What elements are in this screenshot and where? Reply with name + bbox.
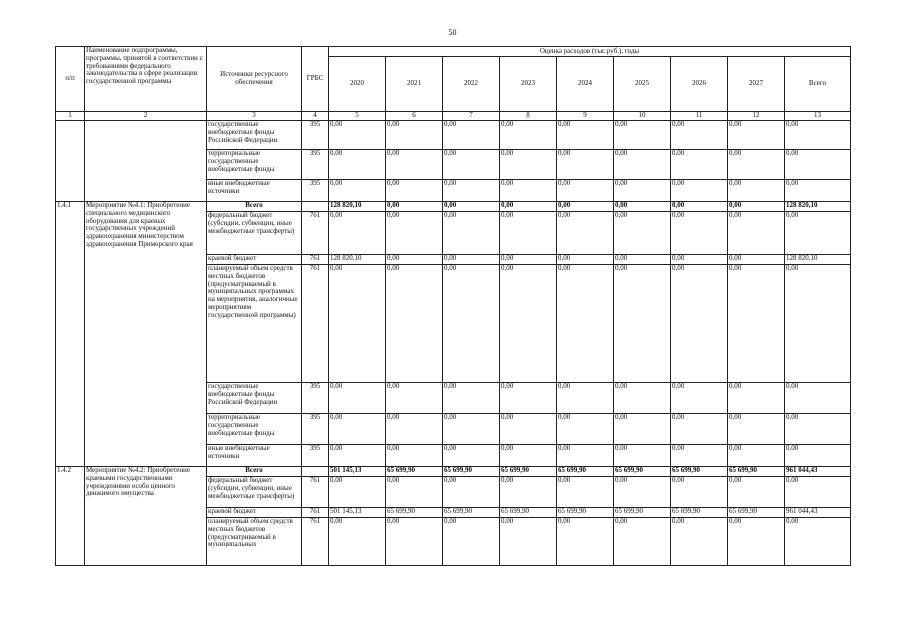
amount-cell: 0,00	[557, 121, 614, 150]
amount-cell: 0,00	[728, 383, 785, 414]
amount-cell: 0,00	[500, 180, 557, 202]
item-name: Мероприятие №4.1: Приобретение специального медицинского оборудования для краевых государственных учреждений здравоохранения министерством здравоохранения Приморского края	[85, 202, 207, 467]
amount-cell: 0,00	[785, 150, 851, 180]
amount-cell: 0,00	[671, 121, 728, 150]
amount-cell: 0,00	[614, 518, 671, 566]
amount-cell: 0,00	[443, 150, 500, 180]
amount-cell: 0,00	[785, 212, 851, 255]
amount-cell: 0,00	[785, 518, 851, 566]
amount-cell: 0,00	[386, 180, 443, 202]
column-number: 3	[207, 112, 302, 121]
amount-cell: 65 699,90	[557, 467, 614, 477]
funding-source: Всего	[207, 202, 302, 212]
grbs-code: 761	[302, 508, 329, 518]
column-number: 2	[85, 112, 207, 121]
grbs-code: 395	[302, 414, 329, 445]
table-row	[56, 121, 851, 150]
amount-cell: 0,00	[671, 255, 728, 265]
header-year: 2023	[500, 57, 557, 112]
column-number: 7	[443, 112, 500, 121]
amount-cell: 0,00	[614, 445, 671, 467]
amount-cell: 0,00	[386, 383, 443, 414]
amount-cell: 0,00	[671, 445, 728, 467]
funding-source: территориальные государственные внебюджетные фонды	[207, 414, 302, 445]
amount-cell: 0,00	[671, 383, 728, 414]
amount-cell: 0,00	[443, 180, 500, 202]
funding-source: краевой бюджет	[207, 255, 302, 265]
amount-cell: 0,00	[443, 414, 500, 445]
amount-cell: 0,00	[557, 255, 614, 265]
amount-cell: 128 820,10	[329, 202, 386, 212]
grbs-code: 395	[302, 150, 329, 180]
amount-cell: 0,00	[728, 180, 785, 202]
amount-cell: 0,00	[671, 202, 728, 212]
amount-cell: 0,00	[728, 265, 785, 383]
item-number: 1.4.1	[56, 202, 85, 467]
amount-cell: 65 699,90	[614, 508, 671, 518]
amount-cell: 0,00	[329, 477, 386, 508]
amount-cell: 0,00	[329, 150, 386, 180]
header-year: 2025	[614, 57, 671, 112]
amount-cell: 0,00	[728, 150, 785, 180]
grbs-code: 761	[302, 518, 329, 566]
amount-cell: 0,00	[614, 383, 671, 414]
amount-cell: 0,00	[671, 477, 728, 508]
column-number: 6	[386, 112, 443, 121]
column-number: 11	[671, 112, 728, 121]
amount-cell: 0,00	[671, 212, 728, 255]
amount-cell: 0,00	[500, 445, 557, 467]
amount-cell: 0,00	[386, 477, 443, 508]
amount-cell: 0,00	[671, 150, 728, 180]
grbs-code: 395	[302, 180, 329, 202]
amount-cell: 0,00	[728, 518, 785, 566]
amount-cell: 0,00	[500, 202, 557, 212]
header-year: 2027	[728, 57, 785, 112]
grbs-code: 761	[302, 477, 329, 508]
amount-cell: 0,00	[329, 383, 386, 414]
grbs-code	[302, 467, 329, 477]
amount-cell: 0,00	[443, 255, 500, 265]
amount-cell: 0,00	[500, 212, 557, 255]
amount-cell: 0,00	[614, 150, 671, 180]
item-number	[56, 121, 85, 202]
amount-cell: 961 044,43	[785, 508, 851, 518]
table-row	[56, 467, 851, 477]
funding-source: иные внебюджетные источники	[207, 180, 302, 202]
amount-cell: 65 699,90	[614, 467, 671, 477]
column-number: 8	[500, 112, 557, 121]
amount-cell: 0,00	[386, 255, 443, 265]
amount-cell: 0,00	[728, 202, 785, 212]
amount-cell: 0,00	[386, 121, 443, 150]
funding-source: федеральный бюджет (субсидии, субвенции, иные межбюджетные трансферты)	[207, 477, 302, 508]
column-number: 4	[302, 112, 329, 121]
amount-cell: 0,00	[329, 212, 386, 255]
amount-cell: 0,00	[614, 265, 671, 383]
amount-cell: 65 699,90	[443, 508, 500, 518]
amount-cell: 0,00	[785, 383, 851, 414]
funding-source: иные внебюджетные источники	[207, 445, 302, 467]
amount-cell: 0,00	[329, 265, 386, 383]
amount-cell: 0,00	[557, 477, 614, 508]
amount-cell: 0,00	[785, 445, 851, 467]
amount-cell: 65 699,90	[386, 467, 443, 477]
amount-cell: 0,00	[671, 265, 728, 383]
header-sources: Источники ресурсного обеспечения	[207, 47, 302, 112]
funding-source: федеральный бюджет (субсидии, субвенции, иные межбюджетные трансферты)	[207, 212, 302, 255]
amount-cell: 0,00	[728, 445, 785, 467]
header-year: 2022	[443, 57, 500, 112]
amount-cell: 65 699,90	[728, 467, 785, 477]
header-year: 2021	[386, 57, 443, 112]
column-number: 10	[614, 112, 671, 121]
amount-cell: 0,00	[785, 477, 851, 508]
amount-cell: 0,00	[329, 445, 386, 467]
column-number: 1	[56, 112, 85, 121]
amount-cell: 0,00	[614, 202, 671, 212]
header-estimate: Оценка расходов (тыс.руб.), годы	[329, 47, 851, 57]
amount-cell: 0,00	[329, 180, 386, 202]
amount-cell: 65 699,90	[500, 508, 557, 518]
amount-cell: 0,00	[500, 121, 557, 150]
amount-cell: 0,00	[671, 414, 728, 445]
amount-cell: 0,00	[557, 383, 614, 414]
grbs-code: 761	[302, 255, 329, 265]
amount-cell: 0,00	[443, 518, 500, 566]
funding-source: планируемый объем средств местных бюджетов (предусматриваемый в муниципальных	[207, 518, 302, 566]
funding-source: планируемый объем средств местных бюджетов (предусматриваемый в муниципальных программах на мероприятия, аналогичные мероприятиям государственной программы)	[207, 265, 302, 383]
funding-source: краевой бюджет	[207, 508, 302, 518]
column-number: 5	[329, 112, 386, 121]
amount-cell: 0,00	[386, 414, 443, 445]
page-number: 50	[448, 28, 457, 37]
item-number: 1.4.2	[56, 467, 85, 566]
grbs-code: 761	[302, 212, 329, 255]
amount-cell: 501 145,13	[329, 467, 386, 477]
amount-cell: 0,00	[728, 414, 785, 445]
amount-cell: 0,00	[386, 518, 443, 566]
amount-cell: 0,00	[329, 414, 386, 445]
amount-cell: 0,00	[557, 180, 614, 202]
amount-cell: 0,00	[671, 518, 728, 566]
amount-cell: 128 820,10	[329, 255, 386, 265]
item-name	[85, 121, 207, 202]
amount-cell: 0,00	[614, 212, 671, 255]
amount-cell: 0,00	[557, 518, 614, 566]
amount-cell: 0,00	[443, 383, 500, 414]
amount-cell: 0,00	[728, 212, 785, 255]
amount-cell: 0,00	[785, 121, 851, 150]
amount-cell: 0,00	[557, 414, 614, 445]
amount-cell: 0,00	[785, 414, 851, 445]
amount-cell: 0,00	[443, 212, 500, 255]
header-num: п/п	[56, 47, 85, 112]
amount-cell: 65 699,90	[671, 467, 728, 477]
header-year: 2020	[329, 57, 386, 112]
funding-source: территориальные государственные внебюджетные фонды	[207, 150, 302, 180]
funding-source: государственные внебюджетные фонды Российской Федерации	[207, 121, 302, 150]
amount-cell: 501 145,13	[329, 508, 386, 518]
amount-cell: 0,00	[614, 477, 671, 508]
amount-cell: 0,00	[614, 414, 671, 445]
amount-cell: 128 820,10	[785, 202, 851, 212]
amount-cell: 0,00	[443, 265, 500, 383]
amount-cell: 0,00	[443, 477, 500, 508]
funding-source: государственные внебюджетные фонды Российской Федерации	[207, 383, 302, 414]
header-year: Всего	[785, 57, 851, 112]
amount-cell: 0,00	[785, 180, 851, 202]
amount-cell: 0,00	[386, 445, 443, 467]
amount-cell: 0,00	[557, 212, 614, 255]
amount-cell: 0,00	[329, 518, 386, 566]
header-grbs: ГРБС	[302, 47, 329, 112]
amount-cell: 0,00	[500, 477, 557, 508]
amount-cell: 0,00	[557, 150, 614, 180]
amount-cell: 65 699,90	[557, 508, 614, 518]
amount-cell: 0,00	[500, 383, 557, 414]
header-year: 2026	[671, 57, 728, 112]
amount-cell: 0,00	[386, 150, 443, 180]
amount-cell: 0,00	[614, 255, 671, 265]
amount-cell: 65 699,90	[443, 467, 500, 477]
amount-cell: 0,00	[386, 212, 443, 255]
amount-cell: 65 699,90	[386, 508, 443, 518]
amount-cell: 0,00	[443, 445, 500, 467]
amount-cell: 0,00	[614, 180, 671, 202]
header-year: 2024	[557, 57, 614, 112]
amount-cell: 0,00	[728, 477, 785, 508]
amount-cell: 0,00	[728, 121, 785, 150]
amount-cell: 0,00	[386, 202, 443, 212]
amount-cell: 0,00	[500, 150, 557, 180]
item-name: Мероприятие №4.2: Приобретение краевыми государственными учреждениями особо ценного движимого имущества	[85, 467, 207, 566]
amount-cell: 128 820,10	[785, 255, 851, 265]
grbs-code: 395	[302, 121, 329, 150]
column-number: 12	[728, 112, 785, 121]
amount-cell: 0,00	[728, 255, 785, 265]
amount-cell: 0,00	[557, 445, 614, 467]
amount-cell: 0,00	[386, 265, 443, 383]
amount-cell: 0,00	[614, 121, 671, 150]
amount-cell: 0,00	[500, 265, 557, 383]
amount-cell: 0,00	[671, 180, 728, 202]
grbs-code: 395	[302, 383, 329, 414]
grbs-code: 761	[302, 265, 329, 383]
column-number: 9	[557, 112, 614, 121]
amount-cell: 0,00	[329, 121, 386, 150]
funding-source: Всего	[207, 467, 302, 477]
expenditure-table	[55, 46, 851, 566]
amount-cell: 65 699,90	[500, 467, 557, 477]
amount-cell: 0,00	[443, 121, 500, 150]
amount-cell: 0,00	[500, 414, 557, 445]
table-row	[56, 202, 851, 212]
amount-cell: 0,00	[500, 255, 557, 265]
grbs-code	[302, 202, 329, 212]
amount-cell: 961 044,43	[785, 467, 851, 477]
amount-cell: 65 699,90	[728, 508, 785, 518]
amount-cell: 0,00	[557, 265, 614, 383]
amount-cell: 65 699,90	[671, 508, 728, 518]
amount-cell: 0,00	[443, 202, 500, 212]
column-number: 13	[785, 112, 851, 121]
header-name: Наименование подпрограммы, программы, принятой в соответствии с требованиями федерального законодательства в сфере реализации государственной программы	[85, 47, 207, 112]
amount-cell: 0,00	[785, 265, 851, 383]
grbs-code: 395	[302, 445, 329, 467]
amount-cell: 0,00	[557, 202, 614, 212]
amount-cell: 0,00	[500, 518, 557, 566]
